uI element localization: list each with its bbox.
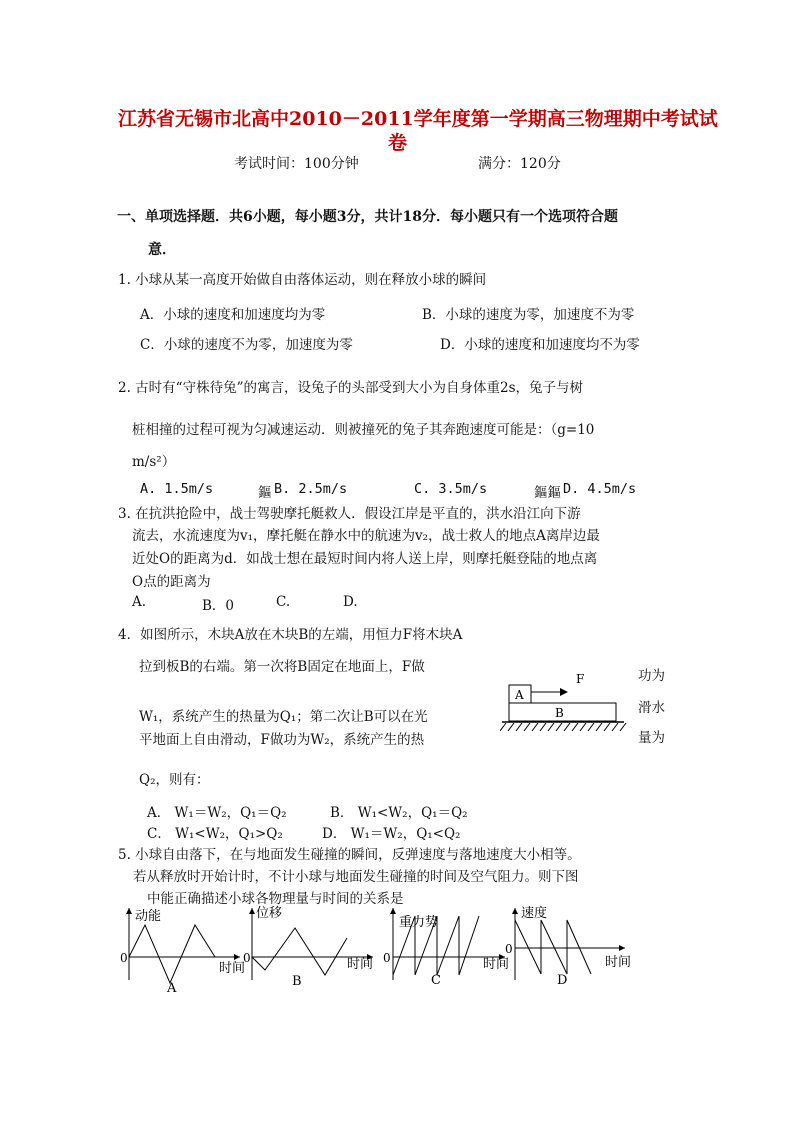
q1-stem: 1. 小球从某一高度开始做自由落体运动，则在释放小球的瞬间: [118, 272, 487, 288]
graph-b-caption: B: [292, 974, 302, 989]
graph-b-xlabel: 时间: [347, 957, 374, 972]
q3-option-a: A.: [132, 594, 147, 610]
page-title-line2: 卷: [388, 132, 408, 154]
q4-option-c: C． W₁<W₂，Q₁>Q₂: [147, 826, 283, 842]
q2-option-c: C. 3.5m/s: [414, 481, 488, 497]
q5-stem-line1: 5. 小球自由落下，在与地面发生碰撞的瞬间，反弹速度与落地速度大小相等。: [118, 847, 581, 863]
graph-b: [243, 906, 373, 989]
graph-c-caption: C: [431, 973, 441, 988]
q4-side-text-3: 量为: [638, 730, 665, 746]
graph-a-curve: [129, 925, 215, 983]
graph-b-ylabel: 位移: [256, 906, 283, 921]
force-arrowhead: [560, 688, 568, 696]
force-label: F: [576, 672, 585, 686]
graph-b-origin: 0: [243, 951, 251, 965]
q3-option-d: D.: [343, 594, 358, 610]
q4-side-text-1: 功为: [638, 668, 665, 684]
q1-option-b: B．小球的速度为零，加速度不为零: [422, 307, 635, 323]
q3-option-b: B．0: [202, 598, 235, 614]
section-heading-line1: 一、单项选择题．共6小题，每小题3分，共计18分．每小题只有一个选项符合题: [117, 209, 618, 225]
section-heading-line2: 意．: [148, 242, 176, 258]
graph-d-ylabel: 速度: [521, 906, 548, 921]
q2-stem-line3: m/s²）: [132, 454, 176, 470]
q2-option-a: A. 1.5m/s: [140, 481, 214, 497]
q5-stem-line2: 若从释放时开始计时，不计小球与地面发生碰撞的时间及空气阻力。则下图: [133, 869, 579, 885]
q2-garbled-b: 鏂: [258, 485, 272, 501]
graph-a-origin: 0: [120, 951, 128, 965]
q4-stem-line5: Q₂，则有：: [139, 772, 210, 788]
q4-option-d: D． W₁＝W₂，Q₁<Q₂: [322, 826, 461, 842]
q3-stem-line3: 近处O的距离为d．如战士想在最短时间内将人送上岸，则摩托艇登陆的地点离: [132, 551, 598, 567]
graph-a-ylabel: 动能: [135, 909, 162, 924]
q4-stem-line2: 拉到板B的右端。第一次将B固定在地面上，F做: [139, 659, 425, 675]
graph-d-caption: D: [557, 973, 568, 988]
graph-c: [383, 908, 509, 988]
graph-b-curve: [252, 928, 347, 975]
q4-stem-line3: W₁，系统产生的热量为Q₁；第二次让B可以在光: [139, 709, 428, 725]
q3-stem-line2: 流去，水流速度为v₁，摩托艇在静水中的航速为v₂，战士救人的地点A离岸边最: [132, 528, 600, 544]
q3-stem-line1: 3. 在抗洪抢险中，战士驾驶摩托艇救人．假设江岸是平直的，洪水沿江向下游: [118, 506, 581, 522]
q4-stem-line4: 平地面上自由滑动，F做功为W₂，系统产生的热: [139, 732, 425, 748]
q2-stem-line1: 2. 古时有“守株待兔”的寓言，设兔子的头部受到大小为自身体重2s，兔子与树: [118, 380, 583, 396]
graph-a-xlabel: 时间: [219, 961, 246, 976]
q2-option-d: D. 4.5m/s: [563, 481, 637, 497]
q5-graphs: [115, 900, 645, 1000]
block-b-label: B: [555, 706, 564, 720]
q1-option-d: D．小球的速度和加速度均不为零: [440, 337, 640, 353]
q4-option-a: A． W₁＝W₂，Q₁＝Q₂: [147, 805, 287, 821]
graph-c-origin: 0: [383, 951, 391, 965]
q5-stem-line3: 中能正确描述小球各物理量与时间的关系是: [147, 891, 404, 907]
graph-a: [120, 908, 245, 996]
graph-d-curve: [515, 920, 591, 974]
q2-garbled-d: 鏂鏂: [534, 485, 561, 501]
graph-c-xlabel: 时间: [483, 957, 510, 972]
q4-block-diagram: [500, 665, 630, 745]
block-a-label: A: [515, 688, 524, 702]
exam-time: 考试时间：100分钟: [234, 156, 359, 172]
graph-d: [505, 905, 631, 988]
graph-a-caption: A: [167, 981, 177, 996]
q1-option-a: A．小球的速度和加速度均为零: [140, 307, 326, 323]
ground-hatching: [500, 723, 626, 731]
graph-c-ylabel: 重力势: [399, 915, 439, 930]
q3-option-c: C.: [276, 594, 291, 610]
graph-d-origin: 0: [505, 942, 513, 956]
q2-option-b: B. 2.5m/s: [274, 481, 348, 497]
q1-option-c: C．小球的速度不为零，加速度为零: [140, 337, 353, 353]
graph-d-xlabel: 时间: [605, 955, 632, 970]
q4-stem-line1: 4．如图所示，木块A放在木块B的左端，用恒力F将木块A: [118, 627, 463, 643]
page-title-line1: 江苏省无锡市北高中2010－2011学年度第一学期高三物理期中考试试: [118, 108, 718, 130]
q2-stem-line2: 桩相撞的过程可视为匀减速运动．则被撞死的兔子其奔跑速度可能是：（g=10: [132, 422, 595, 438]
full-score: 满分：120分: [478, 156, 561, 172]
q3-stem-line4: O点的距离为: [132, 574, 211, 590]
q4-side-text-2: 滑水: [638, 700, 665, 716]
q4-option-b: B． W₁<W₂，Q₁＝Q₂: [330, 805, 468, 821]
